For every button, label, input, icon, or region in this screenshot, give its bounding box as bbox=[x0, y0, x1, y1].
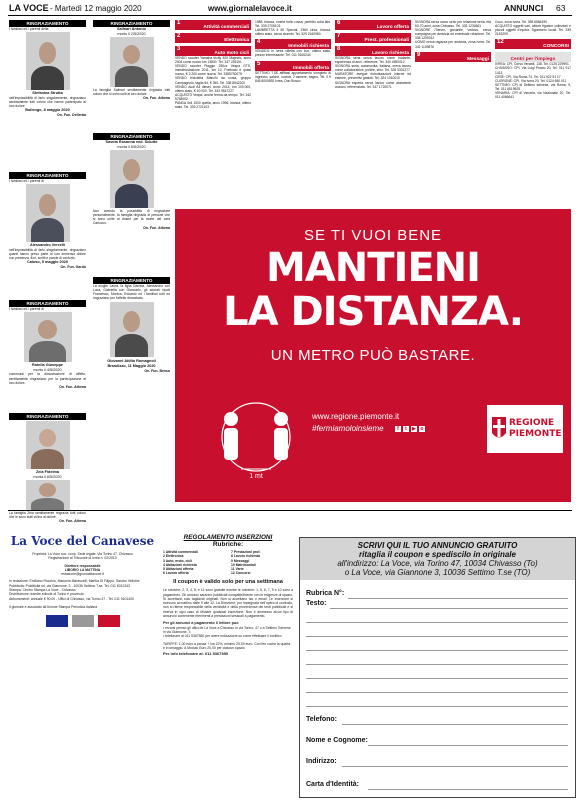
ad-line-1: SE TI VUOI BENE bbox=[303, 227, 443, 244]
registration-info: Registrazione al Tribunale di Ivrea n. 02/2013 bbox=[48, 556, 117, 561]
listing-text: SIGNORA cerca uomo serio per relazione seria, età 60-70 anni, zona Chivasso. Tel. 333 1234561 bbox=[415, 20, 491, 29]
obituary-intro: I familiari ed i parenti di bbox=[9, 179, 44, 183]
association-logos bbox=[9, 615, 156, 627]
section-name: ANNUNCI bbox=[504, 3, 544, 13]
rubric-item: 1 Attività commerciali bbox=[163, 550, 198, 554]
coupon-line: ritaglia il coupon e spediscilo in originale bbox=[359, 550, 516, 559]
classified-column-2 bbox=[255, 20, 331, 205]
twitter-icon[interactable]: t bbox=[403, 426, 409, 432]
deceased-name: Rotella Giuseppe bbox=[31, 363, 63, 368]
category-bar: 3 Auto moto cicli bbox=[177, 46, 249, 56]
death-date: morta il 6/5/2020 bbox=[33, 474, 62, 479]
obituary-body: La moglie Laura, la figlia Daniela, Alessandro con Luca, Gabriella con Giancarlo, gli adorati nipoti Francesco, Monica, Edoardo ed i familiari tutti ed ringraziano per l'affetto dimostrato. bbox=[93, 284, 170, 301]
obituary-heading: RINGRAZIAMENTO bbox=[93, 277, 170, 284]
listing-text: VENDO scooter Yamaha tricity 400 Majestic, anno 2004 come nuovo km 13800. Tel. 337 228151 bbox=[175, 56, 251, 65]
text-field-line[interactable] bbox=[330, 608, 568, 609]
obituary-rotella bbox=[9, 300, 86, 389]
address-field[interactable] bbox=[342, 766, 568, 767]
listing-text: MURATORE esegue ristrutturazioni interne ed esterne, preventivi gratuiti. Tel. 324 1010010 bbox=[335, 72, 411, 81]
portrait-photo bbox=[24, 312, 72, 362]
name-field[interactable] bbox=[368, 745, 568, 746]
regione-piemonte-logo bbox=[487, 405, 563, 453]
portrait-photo bbox=[26, 32, 70, 90]
coupon-line: o La Voce, via Giannone 3, 10036 Settimo T.se (TO) bbox=[344, 568, 531, 577]
association-info: Il giornale è associato all'Unione Stampa Periodica Italiana bbox=[9, 604, 98, 609]
newspaper-title: La Voce del Canavese bbox=[10, 534, 155, 548]
listing-text: ACQUISTO Vespa, anche ferma da tempo. Tel. 342 5758002 bbox=[175, 92, 251, 101]
rubric-item: 9 Messaggi bbox=[231, 558, 250, 563]
obituary-heading: RINGRAZIAMENTO bbox=[9, 20, 86, 27]
category-bar: 2 Elettronica bbox=[177, 33, 249, 43]
listing-text: SIGNORE 70enne, giovanile, vedovo, cerca compagna per amicizia ed eventuale relazione. Tel. 338 1209312 bbox=[415, 28, 491, 41]
deceased-name: Salinari Antonio bbox=[117, 27, 146, 31]
staff-info: In redazione: Emiliano Rozzino, Manuela Marascelli, Marika Di Filippo, Sandro Vellutini bbox=[9, 579, 140, 584]
payment-option: • telefonare al 011 5367550 per avere indicazione su come effettuare il bonifico bbox=[163, 634, 282, 639]
address-label: Indirizzo: bbox=[306, 758, 337, 765]
rubric-item: 10 Matrimoniali bbox=[231, 562, 256, 567]
rubric-item: 3 Auto, moto, cicli bbox=[163, 558, 193, 563]
coat-of-arms-icon bbox=[491, 415, 507, 443]
category-bar: 1 Attività commerciali bbox=[177, 20, 249, 30]
rubric-number-field[interactable] bbox=[348, 598, 568, 599]
obituary-heading: RINGRAZIAMENTO bbox=[9, 413, 86, 420]
employment-center: SETTIMO: CPI di Settimo torinese, via Roma, 9, Tel. 011 8019925 bbox=[495, 82, 571, 91]
rules-subtitle: Rubriche: bbox=[212, 541, 244, 548]
section-rule bbox=[8, 510, 572, 511]
obituary-body: commossi per la dimostrazione di affetto, sentitamente ringraziano per la partecipazione al loro dolore. bbox=[9, 372, 86, 385]
obituary-salinari bbox=[93, 20, 170, 100]
funeral-home: On. Fun. Besso bbox=[144, 368, 170, 373]
page-header bbox=[0, 0, 580, 16]
payment-title: Per gli annunci a pagamento il lettore può bbox=[163, 621, 239, 626]
info-phone: Per info telefonare al: 011 5367550 bbox=[163, 651, 229, 657]
category-bar: Centri per l'impiego bbox=[495, 52, 571, 62]
listing-text: VENDO Audi A4 diesel, anno 2014, km 100.000, ottimo stato, € 10.000. Tel. 333 9547227 bbox=[175, 84, 251, 93]
employment-center: CHIVASSO: CPI, Via Luigi Peano 20, Tel. 011 917 1413 bbox=[495, 66, 571, 75]
employment-center: VENARIA: CPI di Venaria, via Nazionale 20, Tel. 011 4066641 bbox=[495, 91, 571, 100]
category-bar: 12 CONCORSI bbox=[497, 39, 569, 50]
phone-field[interactable] bbox=[342, 724, 568, 725]
rules-body: Le rubriche: 2, 3, 4, 8, e 11 sono gratuite mentre le rubriche: 1, 5, 6, 7, 9 e 10 sono a pagamento. Gli annunci saranno pubblicati compatibilmente con le esigenze di spazio. Si accettano solo tagliandi originali. Non si accettano fax o email. Le inserzioni si ricevono al mattino dalle 9 alle 12. La Direzione, pur impegnata nell'opera di controllo, non si ritiene responsabile della veridicità e della provenienza dei testi pubblicati e si riserva in ogni caso di rifiutare qualsiasi inserzione. Non è ammesso alcun tipo di annuncio contenente riferimenti a prestazioni sessuali a pagamento. bbox=[163, 588, 293, 619]
deceased-name: Giovanni Attilio Romagnoli bbox=[107, 359, 156, 364]
obituary-date: Brandizzo, 11 Maggio 2020 bbox=[107, 363, 156, 368]
rubric-item: 7 Prestazioni prof. bbox=[231, 550, 261, 554]
classified-column-4 bbox=[415, 20, 491, 205]
distribution-info: Distribuzione: tramite edicole di Torino e provincia bbox=[9, 592, 84, 597]
rubric-number-label: Rubrica N°: bbox=[306, 590, 345, 597]
ad-line-4: UN METRO PUÒ BASTARE. bbox=[270, 347, 476, 364]
director-title: Direttore responsabile bbox=[64, 563, 101, 568]
listing-text: SETTIMO T.SE affittasi appartamento completo di ingresso, salone, cucina, 2 camere, bagno. Tel. 0 9 845 8000892 Ivrea, Don Bosco bbox=[255, 70, 331, 83]
director-name: LIBORIO LA MATTINA bbox=[64, 567, 101, 572]
name-label: Nome e Cognome: bbox=[306, 737, 368, 744]
rules-title: REGOLAMENTO INSERZIONI bbox=[183, 534, 273, 541]
region-label: REGIONE bbox=[509, 418, 555, 428]
ad-line-2: MANTIENI bbox=[265, 245, 481, 291]
obituary-stefanina bbox=[9, 20, 86, 117]
instagram-icon[interactable]: o bbox=[420, 426, 424, 432]
issue-date: - Martedì 12 maggio 2020 bbox=[50, 4, 142, 13]
logo-fipeg bbox=[98, 615, 120, 627]
obituary-heading: RINGRAZIAMENTO bbox=[93, 20, 170, 27]
coupon-line: SCRIVI QUI IL TUO ANNUNCIO GRATUITO bbox=[357, 541, 518, 550]
listing-text: il suo, zona Ivrea. Tel. 359 6584490 bbox=[495, 20, 547, 24]
obituary-zeia bbox=[9, 413, 86, 523]
deceased-name: Zeia Fidelma bbox=[35, 470, 59, 474]
site-url[interactable]: www.giornalelavoce.it bbox=[208, 4, 292, 13]
obituary-heading: RINGRAZIAMENTO bbox=[9, 300, 86, 307]
obituary-date: Caluso, 5 maggio 2020 bbox=[27, 260, 68, 265]
ad-hashtag: #fermiamoloinsieme bbox=[312, 424, 384, 433]
header-rule bbox=[8, 15, 572, 16]
portrait-photo bbox=[26, 480, 70, 510]
death-date: morto il 4/5/2020 bbox=[33, 367, 62, 372]
obituary-alessandro bbox=[9, 172, 86, 269]
listing-text: UOMO cerca ragazza per amicizia, zona Ivrea. Tel. 342 1109876 bbox=[415, 40, 491, 49]
obituary-heading: RINGRAZIAMENTO bbox=[93, 133, 170, 140]
funeral-home: On. Fun. Athena bbox=[143, 225, 170, 230]
coupon-instructions bbox=[300, 538, 575, 580]
logo-fisc bbox=[46, 615, 68, 627]
obituary-body: La famiglia Salinari sentitamente ringrazia tutti coloro che si sono uniti al loro dolore. bbox=[93, 88, 170, 97]
listing-text: ACQUISTO oggetti vari, album figurine collezioni e piccoli oggetti d'epoca. Sgombero locali. Tel. 339 2153209 bbox=[495, 24, 571, 37]
obituary-intro: I familiari ed i parenti della bbox=[9, 27, 49, 31]
obituary-body: nell'impossibilità di farlo singolarmente, ringraziano quanti hanno preso parte al loro immenso dolore con presenza, fiori, scritti e parole di conforto. bbox=[9, 247, 86, 261]
text-field-line[interactable] bbox=[306, 692, 568, 693]
listing-text: VENDESI in Ivrea villetta con box, ottimo stato, prezzo interessante. Tel. 011 9106244 bbox=[255, 49, 331, 58]
subscription-info: Abbonamenti: annuale € 90,00 - Uffici di Chivasso, via Torino 47 - Tel. 011 9101400 bbox=[9, 596, 134, 601]
ad-line-3: LA DISTANZA. bbox=[223, 289, 523, 335]
category-bar: 9 Messaggi bbox=[417, 51, 489, 62]
portrait-photo bbox=[110, 37, 154, 87]
death-date: morta il 5/5/2020 bbox=[117, 144, 146, 149]
rubric-item: 6 Lavoro offerta bbox=[163, 571, 189, 576]
coupon-validity: Il coupon è valido solo per una settimana bbox=[173, 578, 283, 585]
classified-column-3 bbox=[335, 20, 411, 205]
obituary-body: nell'impossibilità di farlo singolarmente, ringraziano sentitamente tutti coloro che hanno partecipato al loro dolore. bbox=[9, 95, 86, 109]
rubric-list bbox=[163, 550, 293, 576]
listing-text: PANDA 4x4 1000 quella, anno 1996, bianca, ottimo stato. Tel. 339 2721103 bbox=[175, 101, 251, 110]
employment-center: IVREA: CPI, Corso Vercelli, 138, Tel. 0125 229991 bbox=[495, 62, 569, 67]
obituary-heading: RINGRAZIAMENTO bbox=[9, 172, 86, 179]
id-card-field[interactable] bbox=[368, 789, 568, 790]
employment-center: CIRIÈ: CPI, Via Roma 74, Tel. 011 922 51 17 bbox=[495, 74, 561, 79]
listing-text: LAMBRETTA li 50 Special, 1960 circa, bianca, ottimo stato, cerca ricambi. Tel. 329 2160950 bbox=[255, 28, 331, 37]
email[interactable]: redazione@giornalelavoce.it bbox=[61, 572, 104, 577]
page-number: 63 bbox=[556, 3, 566, 13]
coupon-line: all'indirizzo: La Voce, via Torino 47, 10034 Chivasso (To) bbox=[337, 559, 538, 568]
rubric-item: 2 Elettronica bbox=[163, 554, 184, 559]
region-label: PIEMONTE bbox=[509, 429, 562, 439]
listing-text: VENDO scooter Piaggio 250cc Vespa GTS, immatricolazione 2011, km 10. Portinaio e quasi nuovo, € 2.200 come nuova. Tel. 3385730075 bbox=[175, 64, 251, 77]
obituary-body: Non avendo la possibilità di ringraziare personalmente, la famiglia ringrazia le persone che si sono unite al dolore per la morte del cara Carlucco. bbox=[93, 209, 170, 226]
category-bar: 5 Immobili offerta bbox=[257, 60, 329, 71]
price-info: TARIFFE: 1,00 euro a parola + Iva 22%, minimo 25,00 euro. Con fee cuche la quarta è in omaggio. A Modulo Euro 20,00 per ciascun spazio bbox=[163, 641, 291, 650]
social-icons bbox=[395, 425, 425, 432]
employment-center: CUORGNÈ: CPI, Via Ivrea 20, Tel. 0124 650 011 bbox=[495, 78, 567, 83]
text-field-line[interactable] bbox=[306, 678, 568, 679]
classified-column-6 bbox=[495, 20, 571, 205]
text-label: Testo: bbox=[306, 600, 327, 607]
listing-text: VENDO bicicletta Bianchi da corsa, gruppo Campagnolo, taglia 54, € 350. Tel. 338 8542202 bbox=[175, 76, 251, 85]
advertising-info: Pubblicità: Pubblicità srl, via Giannone, 3 - 10036 Settimo T.se. Tel. 011 8012343 bbox=[9, 583, 131, 588]
funeral-home: On. Fun. Dellerba bbox=[57, 112, 86, 117]
phone-label: Telefono: bbox=[306, 716, 337, 723]
text-field-line[interactable] bbox=[306, 622, 568, 623]
listing-text: SIGNORA seria, automunita, italiana, cerca lavoro come collaboratrice, pulizie, stiro. Tel. 328 3301277 bbox=[335, 64, 411, 73]
publisher-info: Proprietà: La Voce soc. coop. Sede legale: Via Torino 47, Chivasso bbox=[32, 552, 133, 556]
deceased-name: Alessandro Vercelli bbox=[29, 243, 66, 248]
portrait-photo bbox=[110, 302, 154, 357]
listing-text: SIGNORA esperta cerca lavoro come assistente anziani, referenziata. Tel. 347 1720071 bbox=[335, 80, 411, 89]
category-bar: 7 Prest. professionali bbox=[337, 33, 409, 43]
payment-option: • recarsi presso gli uffici de La Voce a Chivasso in via Torino, 47 o a Settimo Torinese in via Giannone, 3 bbox=[163, 625, 291, 634]
print-info: Stampa: Centro Stampa La Voce - Chivasso bbox=[9, 588, 76, 593]
youtube-icon[interactable]: ▶ bbox=[411, 426, 416, 432]
obituary-romagnoli bbox=[93, 277, 170, 373]
brand-name: LA VOCE bbox=[9, 3, 49, 13]
ad-url[interactable]: www.regione.piemonte.it bbox=[312, 412, 400, 421]
obituary-date: Bollengo, 8 maggio 2020 bbox=[25, 108, 70, 113]
listing-text: SIGNORA seria cerca lavoro come badante, esperienza di anni, referenze. Tel. 340 4590012 bbox=[335, 56, 411, 65]
funeral-home: On. Fun. Gardo bbox=[60, 264, 86, 269]
id-card-label: Carta d'Identità: bbox=[306, 781, 360, 788]
ad-coupon-form[interactable] bbox=[299, 537, 576, 798]
listing-text: 1988, bianca, everte bello rossa, perfetto colla lato. Tel. 339 2705103 bbox=[255, 20, 331, 29]
obituary-savoia bbox=[93, 133, 170, 230]
logo-uspi bbox=[72, 615, 94, 627]
obituary-intro: I familiari ed i parenti di bbox=[9, 307, 44, 311]
masthead-box bbox=[9, 534, 156, 627]
meter-label: 1 mt bbox=[249, 473, 263, 480]
portrait-photo bbox=[110, 150, 154, 208]
rubric-item: 8 Lavoro richiesta bbox=[231, 554, 261, 559]
deceased-name: Stefanina Strutta bbox=[32, 91, 63, 96]
funeral-home: On. Fun. Athena bbox=[143, 96, 170, 101]
distance-figures-icon bbox=[201, 389, 311, 489]
category-bar: 4 Immobili richiesta bbox=[257, 39, 329, 50]
facebook-icon[interactable]: f bbox=[395, 426, 401, 432]
classified-column-1 bbox=[175, 20, 251, 205]
text-field-line[interactable] bbox=[306, 664, 568, 665]
obituary-body: La famiglia Zeia sentitamente ringrazia tutti coloro che le sono stati vicino al dolore. bbox=[9, 511, 86, 520]
portrait-photo bbox=[26, 184, 70, 242]
covid-distance-advert bbox=[175, 209, 571, 502]
rubric-item: 11 Varie bbox=[231, 567, 244, 572]
text-field-line[interactable] bbox=[306, 636, 568, 637]
category-bar: 6 Lavoro offerta bbox=[337, 20, 409, 30]
funeral-home: On. Fun. Athena bbox=[59, 384, 86, 389]
rules-box bbox=[163, 534, 293, 796]
rubric-item: 12 Concorsi bbox=[231, 571, 251, 576]
rubric-item: 5 Abitazioni offerta bbox=[163, 567, 194, 572]
category-bar: 8 Lavoro richiesta bbox=[337, 46, 409, 56]
text-field-line[interactable] bbox=[306, 650, 568, 651]
text-field-line[interactable] bbox=[306, 706, 568, 707]
deceased-name: Savoia Rosanna ved. Sciutto bbox=[105, 140, 158, 144]
rubric-item: 4 Abitazioni richiesta bbox=[163, 562, 197, 567]
portrait-photo bbox=[26, 421, 70, 469]
death-date: morto il 2/5/2020 bbox=[117, 31, 146, 36]
funeral-home: On. Fun. Athena bbox=[59, 519, 86, 524]
